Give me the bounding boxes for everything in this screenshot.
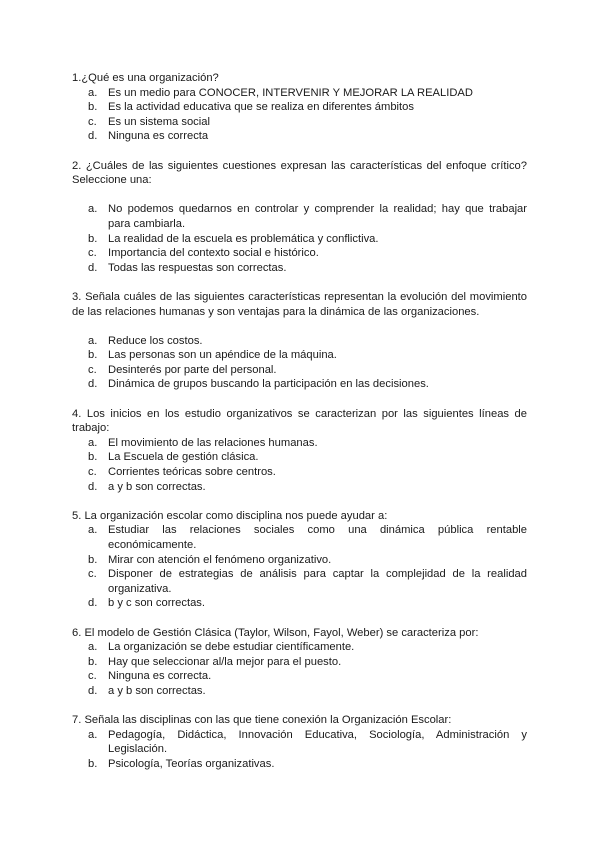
option-marker: a. [88,203,98,216]
option-marker: a. [88,728,98,741]
question-text: 3. Señala cuáles de las siguientes características representan la evolución del movimiento de las relaciones humanas y son ventajas para la dinámica de las organizaciones. [72,290,527,318]
option-item [72,100,527,115]
option-item [72,363,527,378]
option-text: Pedagogía, Didáctica, Innovación Educativa, Sociología, Administración y Legislación. [108,728,527,756]
question-text: 2. ¿Cuáles de las siguientes cuestiones expresan las características del enfoque crítico? Seleccione una: [72,159,527,187]
option-item [72,480,527,495]
option-marker: a. [88,436,98,449]
option-marker: c. [88,466,97,479]
option-item [72,757,527,772]
option-marker: a. [88,524,98,537]
option-marker: b. [88,553,98,566]
option-item [72,334,527,349]
option-item [72,450,527,465]
option-text: Psicología, Teorías organizativas. [108,757,275,770]
option-text: Estudiar las relaciones sociales como una dinámica pública rentable económicamente. [108,524,527,551]
question-1 [72,71,527,144]
option-text: Corrientes teóricas sobre centros. [108,466,276,479]
option-marker: c. [88,670,97,683]
option-item [72,523,527,552]
option-list [72,640,527,698]
option-text: Mirar con atención el fenómeno organizativo. [108,553,332,566]
option-item [72,553,527,568]
option-marker: a. [88,334,98,347]
option-marker: b. [88,101,98,114]
option-text: El movimiento de las relaciones humanas. [108,436,318,449]
option-text: Las personas son un apéndice de la máquina. [108,349,337,362]
option-marker: b. [88,451,98,464]
option-marker: a. [88,641,98,654]
option-marker: a. [88,86,98,99]
option-text: Desinterés por parte del personal. [108,363,277,376]
option-marker: b. [88,757,98,770]
question-text: 4. Los inicios en los estudio organizativos se caracterizan por las siguientes líneas de trabajo: [72,407,527,435]
option-marker: d. [88,684,98,697]
option-text: Hay que seleccionar al/la mejor para el puesto. [108,655,342,668]
option-item [72,232,527,247]
question-3 [72,290,527,392]
option-item [72,202,527,231]
option-item [72,728,527,757]
question-text: 7. Señala las disciplinas con las que tiene conexión la Organización Escolar: [72,714,452,727]
option-marker: b. [88,349,98,362]
option-marker: d. [88,378,98,391]
option-list [72,86,527,144]
option-text: b y c son correctas. [108,597,205,610]
question-5 [72,509,527,611]
question-text: 6. El modelo de Gestión Clásica (Taylor, Wilson, Fayol, Weber) se caracteriza por: [72,626,479,639]
question-2 [72,159,527,276]
option-item [72,669,527,684]
option-list [72,202,527,275]
option-text: Ninguna es correcta [108,130,209,143]
option-text: Dinámica de grupos buscando la participación en las decisiones. [108,378,429,391]
option-marker: b. [88,655,98,668]
option-item [72,567,527,596]
option-list [72,728,527,772]
question-text: 1.¿Qué es una organización? [72,72,219,84]
option-text: Es un sistema social [108,115,210,128]
option-list [72,436,527,494]
option-text: Importancia del contexto social e histórico. [108,247,319,260]
question-7 [72,713,527,771]
option-item [72,115,527,130]
option-list [72,523,527,611]
option-text: Disponer de estrategias de análisis para captar la complejidad de la realidad organizativa. [108,568,527,595]
option-text: Es un medio para CONOCER, INTERVENIR Y MEJORAR LA REALIDAD [108,86,473,99]
option-marker: d. [88,130,98,143]
option-text: Todas las respuestas son correctas. [108,261,287,274]
option-item [72,640,527,655]
option-text: No podemos quedarnos en controlar y comprender la realidad; hay que trabajar para cambiarla. [108,203,527,230]
option-text: Ninguna es correcta. [108,670,212,683]
option-marker: c. [88,115,97,128]
option-item [72,86,527,101]
option-marker: b. [88,232,98,245]
option-item [72,348,527,363]
option-text: Reduce los costos. [108,334,203,347]
option-text: a y b son correctas. [108,684,206,697]
option-text: La organización se debe estudiar científicamente. [108,641,355,654]
option-marker: c. [88,247,97,260]
option-marker: d. [88,597,98,610]
option-text: La Escuela de gestión clásica. [108,451,259,464]
question-6 [72,626,527,699]
option-item [72,129,527,144]
option-item [72,261,527,276]
option-text: Es la actividad educativa que se realiza en diferentes ámbitos [108,101,414,114]
document-page [72,71,527,786]
option-item [72,655,527,670]
option-item [72,436,527,451]
option-item [72,596,527,611]
option-list [72,334,527,392]
option-marker: d. [88,480,98,493]
option-text: La realidad de la escuela es problemática y conflictiva. [108,232,379,245]
option-item [72,377,527,392]
option-text: a y b son correctas. [108,480,206,493]
question-4 [72,407,527,495]
question-text: 5. La organización escolar como disciplina nos puede ayudar a: [72,509,388,522]
option-marker: d. [88,261,98,274]
option-marker: c. [88,363,97,376]
option-item [72,465,527,480]
option-item [72,246,527,261]
option-marker: c. [88,568,97,581]
option-item [72,684,527,699]
